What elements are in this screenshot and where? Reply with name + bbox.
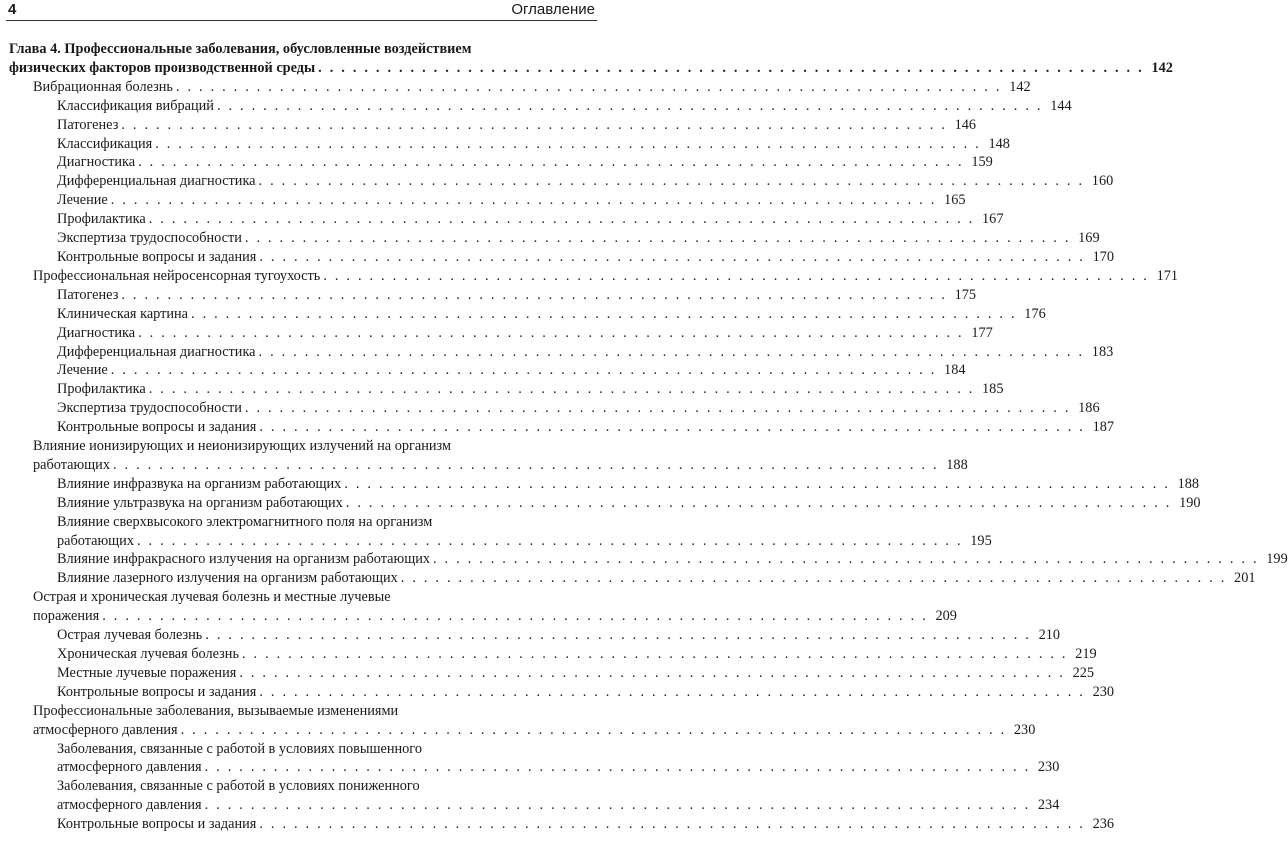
dot-leader: . . . . . . . . . . . . . . . . . . . . . . . . . . . . . . . . . . . . . . . . . . . . . . . . . . . . . . . . . . . . . . . . . . . . . . . . xyxy=(239,664,1066,681)
dot-leader: . . . . . . . . . . . . . . . . . . . . . . . . . . . . . . . . . . . . . . . . . . . . . . . . . . . . . . . . . . . . . . . . . . . . . . . . xyxy=(258,343,1085,360)
toc-entry-title-line: Заболевания, связанные с работой в условиях пониженного xyxy=(57,778,420,795)
dot-leader: . . . . . . . . . . . . . . . . . . . . . . . . . . . . . . . . . . . . . . . . . . . . . . . . . . . . . . . . . . . . . . . . . . . . . . . . xyxy=(110,192,937,209)
page-header xyxy=(6,0,597,21)
dot-leader: . . . . . . . . . . . . . . . . . . . . . . . . . . . . . . . . . . . . . . . . . . . . . . . . . . . . . . . . . . . . . . . . . . . . . . . . xyxy=(344,475,1171,492)
toc-entry-title-line: Острая и хроническая лучевая болезнь и местные лучевые xyxy=(33,589,391,606)
dot-leader: . . . . . . . . . . . . . . . . . . . . . . . . . . . . . . . . . . . . . . . . . . . . . . . . . . . . . . . . . . . . . . . . . . . . . . . . xyxy=(258,173,1085,190)
toc-page-number: 175 xyxy=(954,286,977,303)
toc-entry-title: Влияние инфракрасного излучения на организм работающих xyxy=(57,551,430,568)
page-number: 4 xyxy=(8,1,17,18)
dot-leader: . . . . . . . . . . . . . . . . . . . . . . . . . . . . . . . . . . . . . . . . . . . . . . . . . . . . . . . . . . . . . . . . . . . . . . . . xyxy=(259,419,1086,436)
toc-entry[interactable] xyxy=(9,513,992,551)
dot-leader: . . . . . . . . . . . . . . . . . . . . . . . . . . . . . . . . . . . . . . . . . . . . . . . . . . . . . . . . . . . . . . . . . . . . . . . . xyxy=(155,135,981,152)
toc-entry[interactable] xyxy=(9,494,1201,513)
toc-page-number: 230 xyxy=(1013,721,1036,738)
dot-leader: . . . . . . . . . . . . . . . . . . . . . . . . . . . . . . . . . . . . . . . . . . . . . . . . . . . . . . . . . . . . . . . . . . . . . . . . xyxy=(345,494,1172,511)
toc-entry[interactable] xyxy=(9,702,1036,740)
dot-leader: . . . . . . . . . . . . . . . . . . . . . . . . . . . . . . . . . . . . . . . . . . . . . . . . . . . . . . . . . . . . . . . . . . . . . . . . xyxy=(318,59,1144,76)
toc-entry[interactable] xyxy=(9,248,1115,267)
toc-page-number: 195 xyxy=(970,532,992,549)
toc-page-number: 159 xyxy=(971,154,993,171)
toc-entry-title-line: Профессиональные заболевания, вызываемые изменениями xyxy=(33,702,399,719)
toc-entry-title: Влияние ультразвука на организм работающих xyxy=(57,494,343,511)
toc-page-number: 201 xyxy=(1234,570,1256,587)
toc-entry[interactable] xyxy=(9,191,966,210)
toc-entry[interactable] xyxy=(9,210,1004,229)
dot-leader: . . . . . . . . . . . . . . . . . . . . . . . . . . . . . . . . . . . . . . . . . . . . . . . . . . . . . . . . . . . . . . . . . . . . . . . . xyxy=(175,78,1002,95)
toc-entry-title: Контрольные вопросы и задания xyxy=(57,248,257,265)
dot-leader: . . . . . . . . . . . . . . . . . . . . . . . . . . . . . . . . . . . . . . . . . . . . . . . . . . . . . . . . . . . . . . . . . . . . . . . . xyxy=(400,570,1227,587)
toc-entry-title: атмосферного давления xyxy=(57,797,202,814)
toc-page-number: 142 xyxy=(1009,78,1031,95)
toc-entry-title: Влияние инфразвука на организм работающих xyxy=(57,475,342,492)
toc-entry-title: Клиническая картина xyxy=(57,305,189,322)
toc-page-number: 188 xyxy=(1177,475,1200,492)
dot-leader: . . . . . . . . . . . . . . . . . . . . . . . . . . . . . . . . . . . . . . . . . . . . . . . . . . . . . . . . . . . . . . . . . . . . . . . . xyxy=(110,362,937,379)
toc-entry-title: Профилактика xyxy=(57,381,146,398)
toc-entry-title-line: Глава 4. Профессиональные заболевания, обусловленные воздействием xyxy=(9,41,472,57)
table-of-contents xyxy=(9,40,1288,834)
running-title: Оглавление xyxy=(511,1,595,18)
toc-entry-title: Контрольные вопросы и задания xyxy=(57,816,257,833)
toc-entry[interactable] xyxy=(9,645,1097,664)
dot-leader: . . . . . . . . . . . . . . . . . . . . . . . . . . . . . . . . . . . . . . . . . . . . . . . . . . . . . . . . . . . . . . . . . . . . . . . . xyxy=(180,721,1007,738)
toc-page-number: 230 xyxy=(1092,683,1115,700)
toc-entry-title: атмосферного давления xyxy=(57,759,202,776)
toc-entry-title-line: Влияние ионизирующих и неионизирующих излучений на организм xyxy=(33,438,452,455)
toc-entry[interactable] xyxy=(9,361,966,380)
dot-leader: . . . . . . . . . . . . . . . . . . . . . . . . . . . . . . . . . . . . . . . . . . . . . . . . . . . . . . . . . . . . . . . . . . . . . . . . xyxy=(148,381,975,398)
toc-page-number: 230 xyxy=(1037,759,1060,776)
dot-leader: . . . . . . . . . . . . . . . . . . . . . . . . . . . . . . . . . . . . . . . . . . . . . . . . . . . . . . . . . . . . . . . . . . . . . . . . xyxy=(244,400,1071,417)
toc-page-number: 148 xyxy=(988,135,1010,152)
toc-entry-title: Патогенез xyxy=(57,116,119,133)
dot-leader: . . . . . . . . . . . . . . . . . . . . . . . . . . . . . . . . . . . . . . . . . . . . . . . . . . . . . . . . . . . . . . . . . . . . . . . . xyxy=(259,816,1086,833)
toc-page-number: 167 xyxy=(982,211,1004,228)
toc-entry[interactable] xyxy=(9,550,1288,569)
toc-entry-title: Диагностика xyxy=(57,324,136,341)
dot-leader: . . . . . . . . . . . . . . . . . . . . . . . . . . . . . . . . . . . . . . . . . . . . . . . . . . . . . . . . . . . . . . . . . . . . . . . . xyxy=(204,759,1031,776)
toc-entry[interactable] xyxy=(9,40,1173,78)
toc-page-number: 236 xyxy=(1092,816,1115,833)
toc-page-number: 190 xyxy=(1179,494,1201,511)
dot-leader: . . . . . . . . . . . . . . . . . . . . . . . . . . . . . . . . . . . . . . . . . . . . . . . . . . . . . . . . . . . . . . . . . . . . . . . . xyxy=(433,551,1259,568)
toc-entry[interactable] xyxy=(9,116,977,135)
toc-entry[interactable] xyxy=(9,229,1100,248)
toc-entry[interactable] xyxy=(9,97,1072,116)
toc-entry[interactable] xyxy=(9,153,993,172)
toc-entry[interactable] xyxy=(9,815,1115,834)
toc-entry[interactable] xyxy=(9,569,1256,588)
dot-leader: . . . . . . . . . . . . . . . . . . . . . . . . . . . . . . . . . . . . . . . . . . . . . . . . . . . . . . . . . . . . . . . . . . . . . . . . xyxy=(191,305,1017,322)
dot-leader: . . . . . . . . . . . . . . . . . . . . . . . . . . . . . . . . . . . . . . . . . . . . . . . . . . . . . . . . . . . . . . . . . . . . . . . . xyxy=(216,97,1043,114)
dot-leader: . . . . . . . . . . . . . . . . . . . . . . . . . . . . . . . . . . . . . . . . . . . . . . . . . . . . . . . . . . . . . . . . . . . . . . . . xyxy=(323,267,1150,284)
toc-entry-title: Диагностика xyxy=(57,154,136,171)
toc-page-number: 185 xyxy=(982,381,1004,398)
toc-entry[interactable] xyxy=(9,626,1061,645)
toc-entry-title-line: Влияние сверхвысокого электромагнитного поля на организм xyxy=(57,513,433,530)
dot-leader: . . . . . . . . . . . . . . . . . . . . . . . . . . . . . . . . . . . . . . . . . . . . . . . . . . . . . . . . . . . . . . . . . . . . . . . . xyxy=(204,797,1031,814)
dot-leader: . . . . . . . . . . . . . . . . . . . . . . . . . . . . . . . . . . . . . . . . . . . . . . . . . . . . . . . . . . . . . . . . . . . . . . . . xyxy=(205,627,1032,644)
toc-page-number: 234 xyxy=(1037,797,1060,814)
dot-leader: . . . . . . . . . . . . . . . . . . . . . . . . . . . . . . . . . . . . . . . . . . . . . . . . . . . . . . . . . . . . . . . . . . . . . . . . xyxy=(138,324,964,341)
toc-entry-title: Экспертиза трудоспособности xyxy=(57,230,242,247)
toc-entry-title: Местные лучевые поражения xyxy=(57,664,237,681)
toc-entry-title: работающих xyxy=(33,456,110,473)
toc-entry-title-line: Заболевания, связанные с работой в условиях повышенного xyxy=(57,740,422,757)
toc-entry-title: Дифференциальная диагностика xyxy=(57,343,256,360)
toc-entry-title: Контрольные вопросы и задания xyxy=(57,419,257,436)
dot-leader: . . . . . . . . . . . . . . . . . . . . . . . . . . . . . . . . . . . . . . . . . . . . . . . . . . . . . . . . . . . . . . . . . . . . . . . . xyxy=(259,683,1086,700)
toc-page-number: 170 xyxy=(1092,248,1115,265)
toc-entry[interactable] xyxy=(9,78,1031,97)
toc-entry-title: Лечение xyxy=(57,192,108,209)
toc-entry-title: Контрольные вопросы и задания xyxy=(57,683,257,700)
toc-page-number: 144 xyxy=(1050,97,1072,114)
dot-leader: . . . . . . . . . . . . . . . . . . . . . . . . . . . . . . . . . . . . . . . . . . . . . . . . . . . . . . . . . . . . . . . . . . . . . . . . xyxy=(121,116,948,133)
toc-entry[interactable] xyxy=(9,172,1114,191)
toc-entry-title: работающих xyxy=(57,532,134,549)
toc-page-number: 183 xyxy=(1091,343,1114,360)
toc-page-number: 225 xyxy=(1072,664,1095,681)
dot-leader: . . . . . . . . . . . . . . . . . . . . . . . . . . . . . . . . . . . . . . . . . . . . . . . . . . . . . . . . . . . . . . . . . . . . . . . . xyxy=(241,646,1068,662)
toc-entry-title: Профилактика xyxy=(57,211,146,228)
toc-entry[interactable] xyxy=(9,286,977,305)
dot-leader: . . . . . . . . . . . . . . . . . . . . . . . . . . . . . . . . . . . . . . . . . . . . . . . . . . . . . . . . . . . . . . . . . . . . . . . . xyxy=(259,248,1086,265)
toc-entry-title: Экспертиза трудоспособности xyxy=(57,400,242,417)
toc-entry[interactable] xyxy=(9,683,1115,702)
toc-entry[interactable] xyxy=(9,437,968,475)
toc-entry[interactable] xyxy=(9,588,957,626)
dot-leader: . . . . . . . . . . . . . . . . . . . . . . . . . . . . . . . . . . . . . . . . . . . . . . . . . . . . . . . . . . . . . . . . . . . . . . . . xyxy=(148,211,975,228)
toc-entry[interactable] xyxy=(9,418,1115,437)
dot-leader: . . . . . . . . . . . . . . . . . . . . . . . . . . . . . . . . . . . . . . . . . . . . . . . . . . . . . . . . . . . . . . . . . . . . . . . . xyxy=(113,456,939,473)
toc-page-number: 169 xyxy=(1078,230,1100,247)
toc-page-number: 171 xyxy=(1156,267,1179,284)
dot-leader: . . . . . . . . . . . . . . . . . . . . . . . . . . . . . . . . . . . . . . . . . . . . . . . . . . . . . . . . . . . . . . . . . . . . . . . . xyxy=(102,608,928,625)
dot-leader: . . . . . . . . . . . . . . . . . . . . . . . . . . . . . . . . . . . . . . . . . . . . . . . . . . . . . . . . . . . . . . . . . . . . . . . . xyxy=(137,532,963,549)
toc-entry[interactable] xyxy=(9,324,993,343)
dot-leader: . . . . . . . . . . . . . . . . . . . . . . . . . . . . . . . . . . . . . . . . . . . . . . . . . . . . . . . . . . . . . . . . . . . . . . . . xyxy=(138,154,964,171)
toc-page-number: 186 xyxy=(1078,400,1100,417)
toc-entry-title: Классификация xyxy=(57,135,153,152)
toc-entry-title: Лечение xyxy=(57,362,108,379)
toc-entry[interactable] xyxy=(9,740,1060,778)
toc-entry[interactable] xyxy=(9,305,1046,324)
toc-page-number: 209 xyxy=(935,608,957,625)
toc-page-number: 142 xyxy=(1151,59,1173,76)
toc-entry[interactable] xyxy=(9,777,1060,815)
toc-page-number: 210 xyxy=(1038,627,1061,644)
toc-entry[interactable] xyxy=(9,399,1100,418)
toc-page-number: 188 xyxy=(946,456,968,473)
toc-entry-title: Дифференциальная диагностика xyxy=(57,173,256,190)
toc-entry[interactable] xyxy=(9,343,1114,362)
toc-entry-title: атмосферного давления xyxy=(33,721,178,738)
toc-entry-title: Вибрационная болезнь xyxy=(33,78,173,95)
toc-entry-title: физических факторов производственной среды xyxy=(9,59,316,76)
toc-entry[interactable] xyxy=(9,664,1095,683)
toc-entry[interactable] xyxy=(9,267,1179,286)
toc-entry[interactable] xyxy=(9,135,1010,154)
toc-page-number: 160 xyxy=(1091,173,1114,190)
toc-page-number: 184 xyxy=(944,362,966,379)
toc-entry[interactable] xyxy=(9,380,1004,399)
toc-entry-title: Влияние лазерного излучения на организм работающих xyxy=(57,570,398,587)
toc-page-number: 219 xyxy=(1075,646,1097,662)
toc-page-number: 187 xyxy=(1092,419,1115,436)
toc-entry-title: Хроническая лучевая болезнь xyxy=(57,646,239,662)
toc-page-number: 177 xyxy=(971,324,993,341)
toc-entry-title: Классификация вибраций xyxy=(57,97,214,114)
toc-entry-title: Профессиональная нейросенсорная тугоухость xyxy=(33,267,321,284)
toc-page-number: 199 xyxy=(1266,551,1288,568)
dot-leader: . . . . . . . . . . . . . . . . . . . . . . . . . . . . . . . . . . . . . . . . . . . . . . . . . . . . . . . . . . . . . . . . . . . . . . . . xyxy=(244,230,1071,247)
toc-entry-title: поражения xyxy=(33,608,100,625)
toc-page-number: 176 xyxy=(1024,305,1046,322)
toc-entry-title: Патогенез xyxy=(57,286,119,303)
toc-entry-title: Острая лучевая болезнь xyxy=(57,627,203,644)
toc-entry[interactable] xyxy=(9,475,1200,494)
dot-leader: . . . . . . . . . . . . . . . . . . . . . . . . . . . . . . . . . . . . . . . . . . . . . . . . . . . . . . . . . . . . . . . . . . . . . . . . xyxy=(121,286,948,303)
toc-page-number: 165 xyxy=(944,192,966,209)
toc-page-number: 146 xyxy=(954,116,977,133)
